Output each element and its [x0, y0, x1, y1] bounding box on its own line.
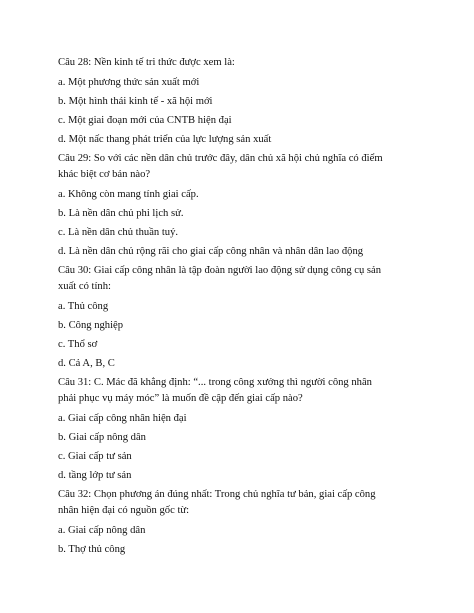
q29-option-d: d. Là nền dân chủ rộng rãi cho giai cấp công nhân và nhân dân lao động [58, 246, 364, 257]
question-31-line-1: Câu 31: C. Mác đã khẳng định: “... trong công xưởng thì người công nhân [58, 377, 372, 388]
question-32-line-2: nhân hiện đại có nguồn gốc từ: [58, 505, 190, 516]
q28-option-c: c. Một giai đoạn mới của CNTB hiện đại [58, 115, 232, 126]
q29-option-a: a. Không còn mang tính giai cấp. [58, 189, 199, 200]
q31-option-c: c. Giai cấp tư sản [58, 451, 132, 462]
question-29-line-1: Câu 29: So với các nền dân chủ trước đây, dân chủ xã hội chủ nghĩa có điểm [58, 153, 383, 164]
q31-option-d: d. tầng lớp tư sản [58, 470, 132, 481]
question-30-line-2: xuất có tính: [58, 281, 111, 292]
q29-option-c: c. Là nền dân chủ thuần tuý. [58, 227, 179, 238]
q29-option-b: b. Là nền dân chủ phi lịch sử. [58, 208, 184, 219]
q31-option-b: b. Giai cấp nông dân [58, 432, 146, 443]
q28-option-d: d. Một nấc thang phát triển của lực lượng sản xuất [58, 134, 272, 145]
q30-option-c: c. Thổ sơ [58, 339, 98, 350]
q32-option-b: b. Thợ thủ công [58, 544, 126, 555]
q28-option-a: a. Một phương thức sản xuất mới [58, 77, 200, 88]
question-30-line-1: Câu 30: Giai cấp công nhân là tập đoàn người lao động sử dụng công cụ sản [58, 265, 382, 276]
question-28: Câu 28: Nền kinh tế tri thức được xem là: [58, 57, 235, 68]
q28-option-b: b. Một hình thái kinh tế - xã hội mới [58, 96, 213, 107]
q32-option-a: a. Giai cấp nông dân [58, 525, 146, 536]
question-32-line-1: Câu 32: Chọn phương án đúng nhất: Trong chủ nghĩa tư bản, giai cấp công [58, 489, 376, 500]
q30-option-b: b. Công nghiệp [58, 320, 124, 331]
q30-option-a: a. Thủ công [58, 301, 109, 312]
question-29-line-2: khác biệt cơ bản nào? [58, 169, 151, 180]
q31-option-a: a. Giai cấp công nhân hiện đại [58, 413, 187, 424]
question-31-line-2: phải phục vụ máy móc” là muốn đề cập đến giai cấp nào? [58, 393, 303, 404]
q30-option-d: d. Cả A, B, C [58, 358, 115, 369]
